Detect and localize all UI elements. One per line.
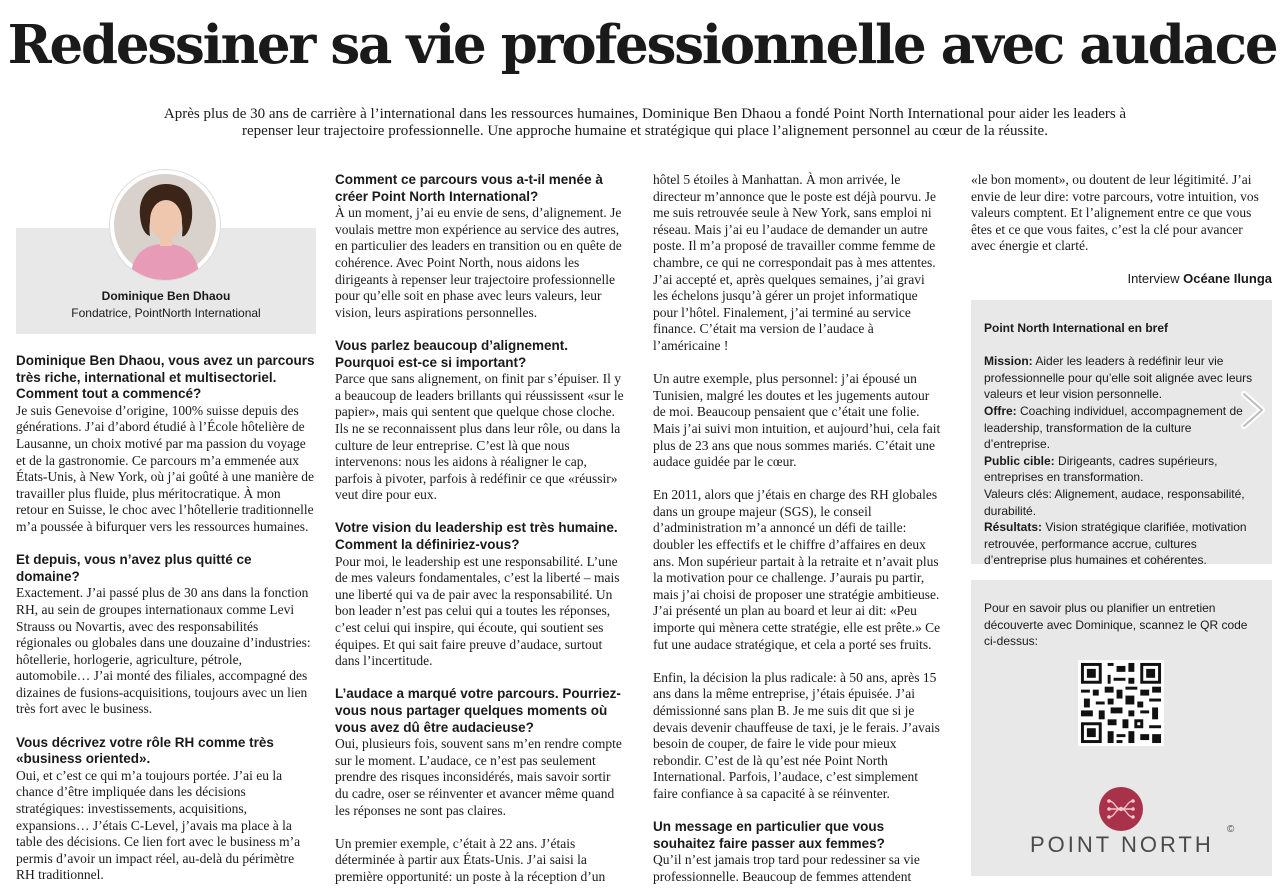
profile-role: Fondatrice, PointNorth International <box>71 306 261 320</box>
answer-paragraph: Un autre exemple, plus personnel: j’ai épousé un Tunisien, malgré les doutes et les jugements autour de moi. Beaucoup pensaient que c’était une folie. Mais j’ai suivi mon intuition, et aujourd’hui, cela fait plus de 23 ans que nous sommes mariés. C’était une audace guidée par le cœur. <box>653 371 941 470</box>
copyright-mark: © <box>1227 824 1235 835</box>
qr-code-icon[interactable] <box>1078 660 1164 746</box>
question-heading: L’audace a marqué votre parcours. Pourriez-vous nous partager quelques moments où vous avez dû être audacieuse? <box>335 686 621 735</box>
question-heading: Comment ce parcours vous a-t-il menée à créer Point North International? <box>335 172 603 204</box>
headline: Redessiner sa vie professionnelle avec audace <box>7 14 1277 76</box>
public-label: Public cible: <box>984 453 1055 468</box>
portrait-avatar <box>110 170 220 280</box>
logo-wordmark: POINT NORTH <box>1030 832 1214 857</box>
cta-text: Pour en savoir plus ou planifier un entretien découverte avec Dominique, scannez le QR code ci-dessus: <box>984 601 1248 649</box>
question-heading: Un message en particulier que vous souhaitez faire passer aux femmes? <box>653 819 885 851</box>
answer-paragraph: Pour moi, le leadership est une responsabilité. L’une de mes valeurs fondamentales, c’est la liberté – mais une liberté qui va de pair avec la responsabilité. Un bon leader n’est pas celui qui a toutes les réponses, c’est celui qui inspire, qui écoute, qui soutient ses équipes. Et qui sait faire preuve d’audace, surtout dans l’incertitude. <box>335 553 620 669</box>
profile-name: Dominique Ben Dhaou <box>101 289 231 303</box>
brief-box <box>971 300 1272 568</box>
cta-box <box>971 580 1272 876</box>
mission-label: Mission: <box>984 354 1033 369</box>
answer-paragraph: En 2011, alors que j’étais en charge des RH globales dans un groupe majeur (SGS), le conseil d’administration m’a annoncé un défi de taille: doubler les effectifs et le chiffre d’affaires en deux ans. Mon supérieur partait à la retraite et n’avait plus la motivation pour ce challenge. J’aurais pu partir, mais j’ai choisi de proposer une stratégie ambitieuse. J’ai présenté un plan au board et leur ai dit: «Peu importe qui mènera cette stratégie, elle est prête.» Ce fut une audace stratégique, et cela a porté ses fruits. <box>653 487 941 652</box>
answer-paragraph: Qu’il n’est jamais trop tard pour redessiner sa vie professionnelle. Beaucoup de femmes attendent <box>653 852 920 884</box>
question-heading: Votre vision du leadership est très humaine. Comment la définiriez-vous? <box>335 520 618 553</box>
offer-label: Offre: <box>984 403 1017 418</box>
question-heading: Vous décrivez votre rôle RH comme très «business oriented». <box>16 734 274 767</box>
answer-paragraph: Un premier exemple, c’était à 22 ans. J’étais déterminée à partir aux États-Unis. J’ai saisi la première opportunité: un poste à la réception d’un <box>335 835 606 884</box>
brief-public <box>984 453 1260 486</box>
article-column-2 <box>335 172 627 886</box>
public-text: Dirigeants, cadres supérieurs, entreprises en transformation. <box>984 453 1218 485</box>
answer-paragraph: Exactement. J’ai passé plus de 30 ans dans la fonction RH, au sein de groupes internationaux comme Levi Strauss ou Novartis, avec des responsabilités régionales ou globales dans une douzaine d’industries: hôtellerie, horlogerie, agriculture, pétrole, automobile… J’ai monté des filiales, accompagné des dizaines de fusions-acquisitions, toujours avec un lien très fort avec le business. <box>16 585 311 717</box>
question-heading: Vous parlez beaucoup d’alignement. Pourquoi est-ce si important? <box>335 337 569 370</box>
answer-paragraph: Je suis Genevoise d’origine, 100% suisse depuis des générations. J’ai d’abord étudié à l’École hôtelière de Lausanne, un choix motivé par ma passion du voyage et de la gastronomie. Ce parcours m’a emmenée aux États-Unis, à New York, où j’ai goûté à une manière de travailler plus fluide, plus méritocratique. À mon retour en Suisse, le choc avec l’hôtellerie traditionnelle m’a poussée à bifurquer vers les ressources humaines. <box>16 402 315 534</box>
answer-paragraph: Parce que sans alignement, on finit par s’épuiser. Il y a beaucoup de leaders brillants qui réussissent «sur le papier», mais qui sentent que quelque chose cloche. Ils ne se reconnaissent plus dans leur rôle, ou dans la culture de leur entreprise. C’est là que nous intervenons: nous les aidons à réaligner le cap, parfois à pivoter, parfois à redéfinir ce que «réussir» veut dire pour eux. <box>335 371 624 503</box>
article-column-3 <box>653 172 943 886</box>
chevron-right-icon[interactable] <box>1238 390 1268 430</box>
answer-paragraph: Enfin, la décision la plus radicale: à 50 ans, après 15 ans dans la même entreprise, j’étais épuisée. J’ai démissionné sans plan B. Je me suis dit que si je devais devenir chauffeuse de taxi, je le ferais. J’avais besoin de couper, de faire le vide pour mieux rebondir. C’est de là qu’est née Point North International. Parfois, l’audace, c’est simplement faire confiance à sa capacité à se réinventer. <box>653 669 940 801</box>
lede: Après plus de 30 ans de carrière à l’international dans les ressources humaines, Dominique Ben Dhaou a fondé Point North International pour aider les leaders à repenser leur trajectoire professionnelle. Une approche humaine et stratégique qui place l’alignement personnel au cœur de la réussite. <box>163 106 1127 139</box>
interview-credit <box>1080 271 1272 286</box>
offer-text: Coaching individuel, accompagnement de leadership, transformation de la culture d’entreprise. <box>984 403 1243 452</box>
point-north-logo-icon <box>1098 786 1144 832</box>
answer-paragraph: «le bon moment», ou doutent de leur légitimité. J’ai envie de leur dire: votre parcours, votre intuition, vos valeurs comptent. Et l’alignement entre ce que vous êtes et ce que vous faites, c’est la clé pour avancer avec énergie et clarté. <box>971 172 1259 254</box>
question-heading: Dominique Ben Dhaou, vous avez un parcours très riche, international et multisectoriel. Comment tout a commencé? <box>16 353 315 402</box>
brief-values: Valeurs clés: Alignement, audace, responsabilité, durabilité. <box>984 486 1245 518</box>
interviewer-name: Océane Ilunga <box>1183 271 1272 286</box>
brief-results <box>984 519 1260 569</box>
mission-text: Aider les leaders à redéfinir leur vie professionnelle pour qu’elle soit alignée avec leurs valeurs et leur vision personnelle. <box>984 354 1253 402</box>
interview-prefix: Interview <box>1127 271 1180 286</box>
answer-paragraph: À un moment, j’ai eu envie de sens, d’alignement. Je voulais mettre mon expérience au service des autres, en particulier des leaders en transition ou en quête de cohérence. Avec Point North, nous aidons les dirigeants à repenser leur trajectoire professionnelle pour qu’elle soit en phase avec leurs valeurs, leur vision, leurs aspirations personnelles. <box>335 205 622 320</box>
article-column-1 <box>16 353 316 884</box>
answer-paragraph: hôtel 5 étoiles à Manhattan. À mon arrivée, le directeur m’annonce que le poste est déjà pourvu. Je me suis retrouvée seule à New York, sans emploi ni réseau. Mais j’ai eu l’audace de demander un autre poste. Il m’a proposé de travailler comme femme de chambre, ce qui ne correspondait pas à mes attentes. J’ai accepté et, après quelques semaines, j’ai gravi les échelons jusqu’à gérer un projet informatique pour l’hôtel. Finalement, j’ai terminé au service finance. C’était ma version de l’audace à l’américaine ! <box>653 172 937 353</box>
results-text: Vision stratégique clarifiée, motivation retrouvée, performance accrue, cultures d’entreprise plus humaines et cohérentes. <box>984 520 1247 568</box>
article-column-4 <box>971 172 1261 255</box>
question-heading: Et depuis, vous n’avez plus quitté ce domaine? <box>16 552 252 584</box>
results-label: Résultats: <box>984 520 1043 535</box>
answer-paragraph: Oui, et c’est ce qui m’a toujours portée. J’ai eu la chance d’être impliquée dans les décisions stratégiques: investissements, acquisitions, expansions… J’étais C-Level, j’avais ma place à la table des décisions. Ce lien fort avec le business m’a permis d’avoir un impact réel, au-delà du périmètre RH traditionnel. <box>16 767 301 883</box>
brief-mission <box>984 353 1260 403</box>
profile-caption <box>16 288 316 322</box>
brief-title: Point North International en bref <box>984 321 1169 335</box>
answer-paragraph: Oui, plusieurs fois, souvent sans m’en rendre compte sur le moment. L’audace, ce n’est pas seulement prendre des risques inconsidérés, mais savoir sortir du cadre, oser se réinventer et avancer même quand les réponses ne sont pas claires. <box>335 736 622 818</box>
brief-offer <box>984 403 1260 453</box>
